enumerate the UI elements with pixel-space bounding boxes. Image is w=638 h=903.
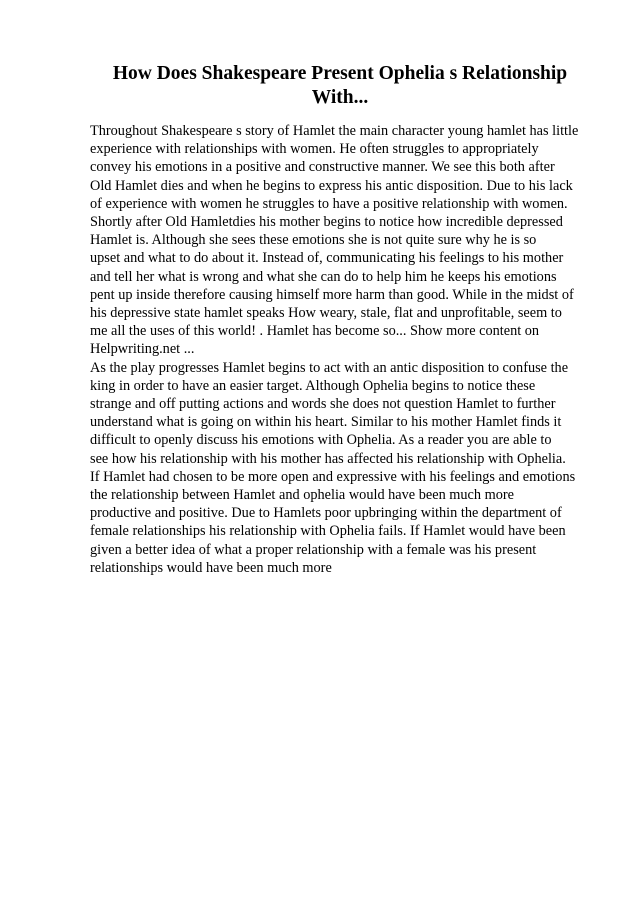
body-line: strange and off putting actions and words she does not question Hamlet to further <box>90 396 556 413</box>
body-line: female relationships his relationship with Ophelia fails. If Hamlet would have been <box>90 523 566 540</box>
document-body <box>90 122 590 577</box>
body-line: understand what is going on within his heart. Similar to his mother Hamlet finds it <box>90 414 562 431</box>
body-line: given a better idea of what a proper relationship with a female was his present <box>90 541 537 558</box>
body-line: of experience with women he struggles to have a positive relationship with women. <box>90 195 568 212</box>
document-title <box>90 62 590 110</box>
body-line: experience with relationships with women. He often struggles to appropriately <box>90 141 539 158</box>
body-line: Shortly after Old Hamletdies his mother begins to notice how incredible depressed <box>90 214 563 231</box>
body-line: productive and positive. Due to Hamlets poor upbringing within the department of <box>90 505 562 522</box>
body-line: difficult to openly discuss his emotions with Ophelia. As a reader you are able to <box>90 432 552 449</box>
body-line: see how his relationship with his mother has affected his relationship with Ophelia. <box>90 450 566 467</box>
body-line: Old Hamlet dies and when he begins to express his antic disposition. Due to his lack <box>90 177 573 194</box>
body-line: Hamlet is. Although she sees these emotions she is not quite sure why he is so <box>90 232 537 249</box>
body-line: Helpwriting.net ... <box>90 341 195 358</box>
body-line: his depressive state hamlet speaks How weary, stale, flat and unprofitable, seem to <box>90 305 562 322</box>
body-line: pent up inside therefore causing himself more harm than good. While in the midst of <box>90 286 574 303</box>
body-line: king in order to have an easier target. Although Ophelia begins to notice these <box>90 377 536 394</box>
body-line: relationships would have been much more <box>90 559 332 576</box>
body-line: Throughout Shakespeare s story of Hamlet the main character young hamlet has little <box>90 123 579 139</box>
body-line: the relationship between Hamlet and ophelia would have been much more <box>90 487 514 504</box>
body-line: me all the uses of this world! . Hamlet has become so... Show more content on <box>90 323 540 340</box>
title-line: With... <box>311 87 369 108</box>
body-line: If Hamlet had chosen to be more open and expressive with his feelings and emotions <box>90 468 576 485</box>
title-line: How Does Shakespeare Present Ophelia s Relationship <box>112 63 568 84</box>
body-line: upset and what to do about it. Instead of, communicating his feelings to his mother <box>90 250 564 267</box>
body-line: and tell her what is wrong and what she can do to help him he keeps his emotions <box>90 268 557 285</box>
body-line: convey his emotions in a positive and constructive manner. We see this both after <box>90 159 555 176</box>
body-line: As the play progresses Hamlet begins to act with an antic disposition to confuse the <box>90 359 569 376</box>
